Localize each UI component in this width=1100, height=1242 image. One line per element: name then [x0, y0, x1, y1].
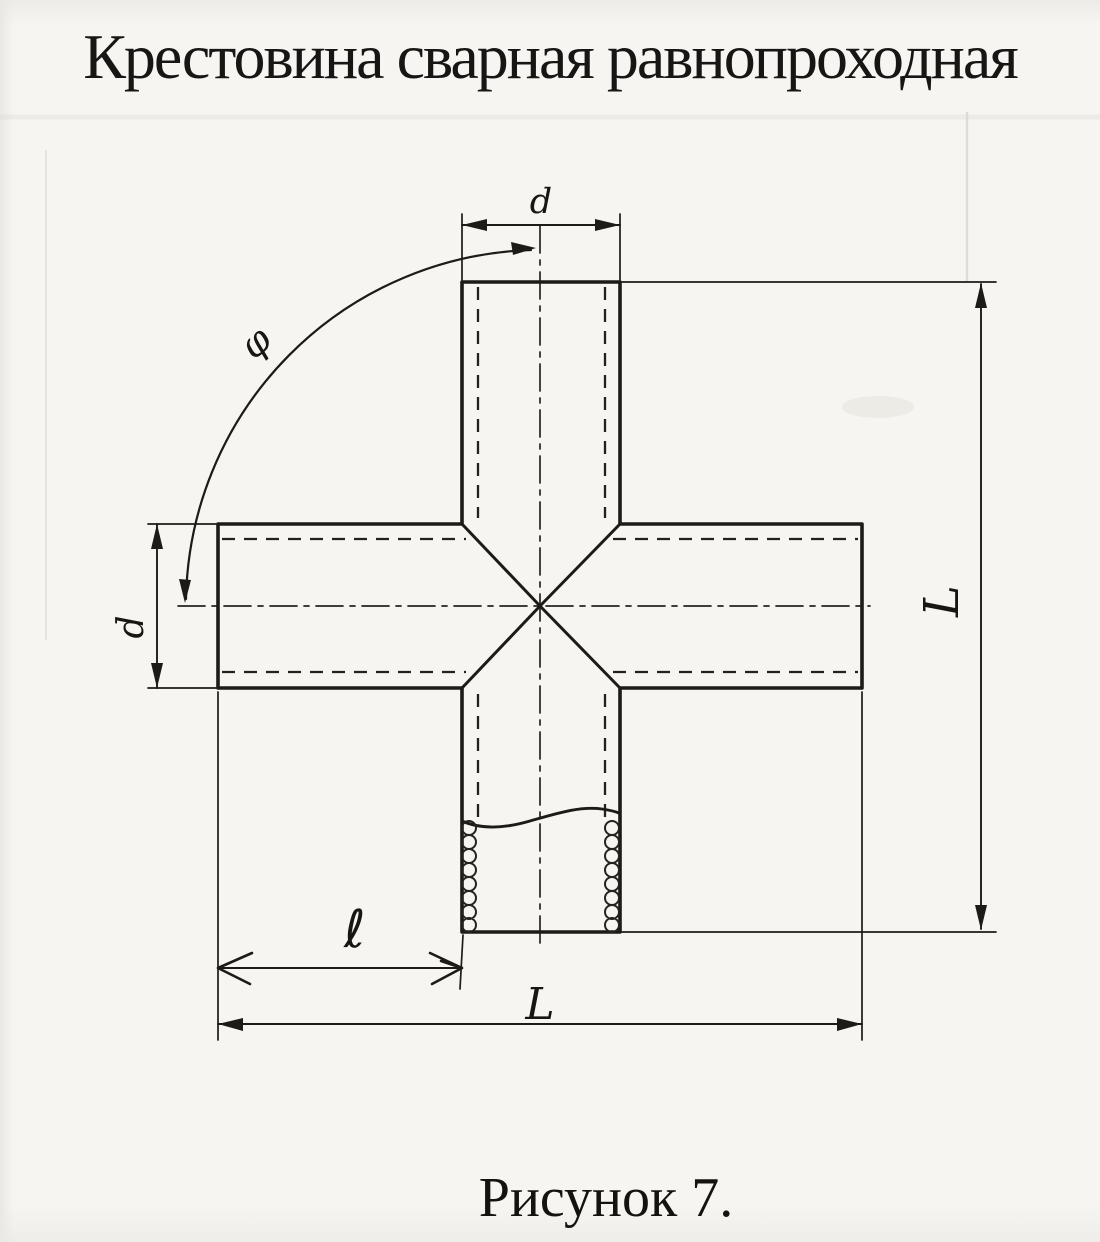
overall-height-label: L — [914, 585, 970, 617]
extension-lines — [148, 214, 996, 1040]
dimension-arrow — [179, 242, 536, 603]
centerlines — [178, 226, 870, 946]
angle-label: φ — [230, 317, 280, 368]
dim-bottom-l — [218, 900, 462, 984]
left-diameter-label: d — [111, 615, 152, 639]
end-length-label: ℓ — [344, 900, 366, 960]
axis-centerline — [178, 226, 870, 946]
ghost-smudge — [842, 396, 914, 418]
weld-scallops-left — [462, 821, 476, 932]
dim-left-d — [111, 524, 163, 688]
dimension-extension-lines — [148, 214, 996, 1040]
weld-scallops-right — [605, 821, 619, 932]
dim-right-L — [914, 283, 987, 930]
dim-bottom-L — [218, 979, 862, 1031]
dim-top-d — [462, 182, 620, 231]
top-diameter-label: d — [529, 182, 553, 222]
dim-angle-arc — [179, 242, 536, 603]
figure-caption: Рисунок 7. — [478, 1167, 734, 1229]
page-title: Крестовина сварная равнопроходная — [83, 21, 1017, 92]
overall-length-label: L — [525, 979, 555, 1030]
angle-arc-line — [186, 250, 531, 599]
